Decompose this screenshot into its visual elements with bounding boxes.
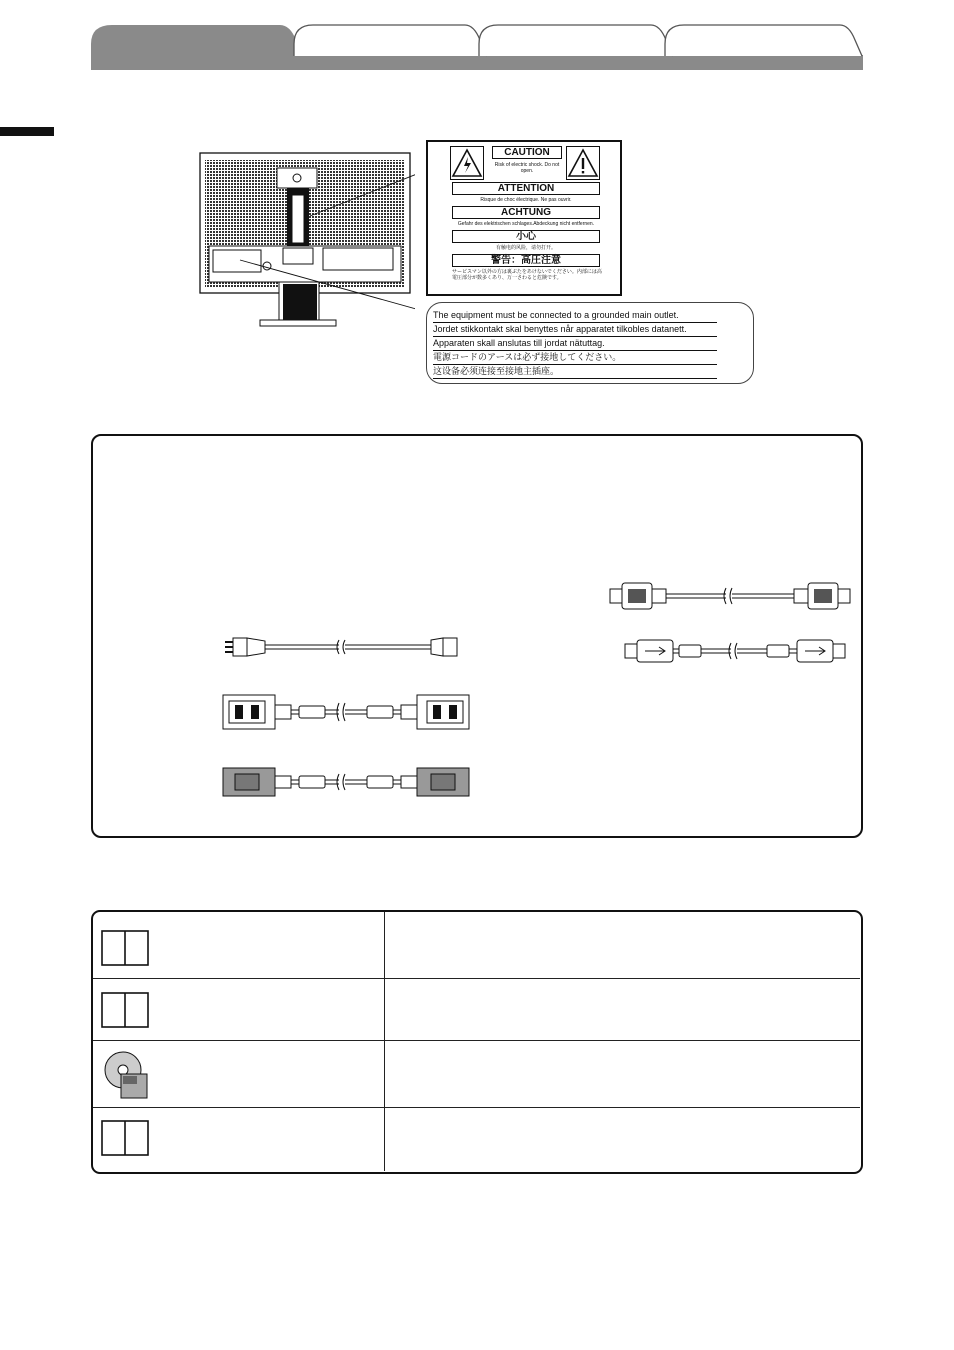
cd-rom-pdf-icon bbox=[103, 1050, 151, 1100]
table-row-divider bbox=[93, 1040, 860, 1041]
section-marker bbox=[0, 127, 54, 136]
ground-warning-label bbox=[426, 302, 754, 384]
caution-subtext: Risk of electric shock. Do not open. bbox=[494, 162, 560, 174]
documents-table bbox=[91, 910, 863, 1174]
manual-book-icon bbox=[101, 992, 149, 1028]
achtung-header: ACHTUNG bbox=[452, 206, 600, 219]
achtung-subtext: Gefahr des elektrischen schlages.Abdeckung nicht entfernen. bbox=[457, 221, 595, 227]
attention-subtext: Risque de choc électrique. Ne pas ouvrir. bbox=[480, 197, 572, 203]
tab-3 bbox=[479, 25, 673, 56]
high-voltage-warning-icon bbox=[450, 146, 484, 180]
manual-book-icon bbox=[101, 930, 149, 966]
attention-header: ATTENTION bbox=[452, 182, 600, 195]
package-contents-box bbox=[91, 434, 863, 838]
dsub-cable-icon bbox=[221, 764, 471, 800]
ground-line-no: Jordet stikkontakt skal benyttes når apparatet tilkobles datanett. bbox=[433, 323, 717, 337]
dvi-cable-icon bbox=[221, 691, 471, 733]
ground-line-en: The equipment must be connected to a grounded main outlet. bbox=[433, 309, 717, 323]
chinese-caution-subtext: 有触电的风险，请勿打开。 bbox=[495, 245, 556, 251]
japanese-caution-header: 警告：高圧注意 bbox=[452, 254, 600, 267]
ground-line-sv: Apparaten skall anslutas till jordat nätuttag. bbox=[433, 337, 717, 351]
table-column-divider bbox=[384, 912, 385, 1171]
tab-4 bbox=[665, 25, 862, 56]
table-row-divider bbox=[93, 1107, 860, 1108]
tab-active bbox=[91, 25, 303, 56]
usb-cable-icon bbox=[623, 636, 858, 666]
power-cord-icon bbox=[221, 632, 471, 662]
high-voltage-warning-icon bbox=[566, 146, 600, 180]
displayport-cable-icon bbox=[608, 579, 858, 615]
caution-label bbox=[426, 140, 622, 296]
tab-2 bbox=[294, 25, 487, 56]
monitor-rear-illustration bbox=[195, 150, 415, 330]
chinese-caution-header: 小心 bbox=[452, 230, 600, 243]
japanese-caution-subtext: サービスマン以外の方は裏ぶたをあけないでください。内部には高電圧部分が数多くあり、万一さわると危険です。 bbox=[452, 269, 602, 281]
ground-line-zh: 这设备必须连接至接地主插座。 bbox=[433, 365, 717, 379]
chapter-tabs bbox=[0, 0, 954, 80]
ground-line-ja: 電源コードのアースは必ず接地してください。 bbox=[433, 351, 717, 365]
table-row-divider bbox=[93, 978, 860, 979]
manual-book-icon bbox=[101, 1120, 149, 1156]
caution-header: CAUTION bbox=[492, 146, 562, 159]
